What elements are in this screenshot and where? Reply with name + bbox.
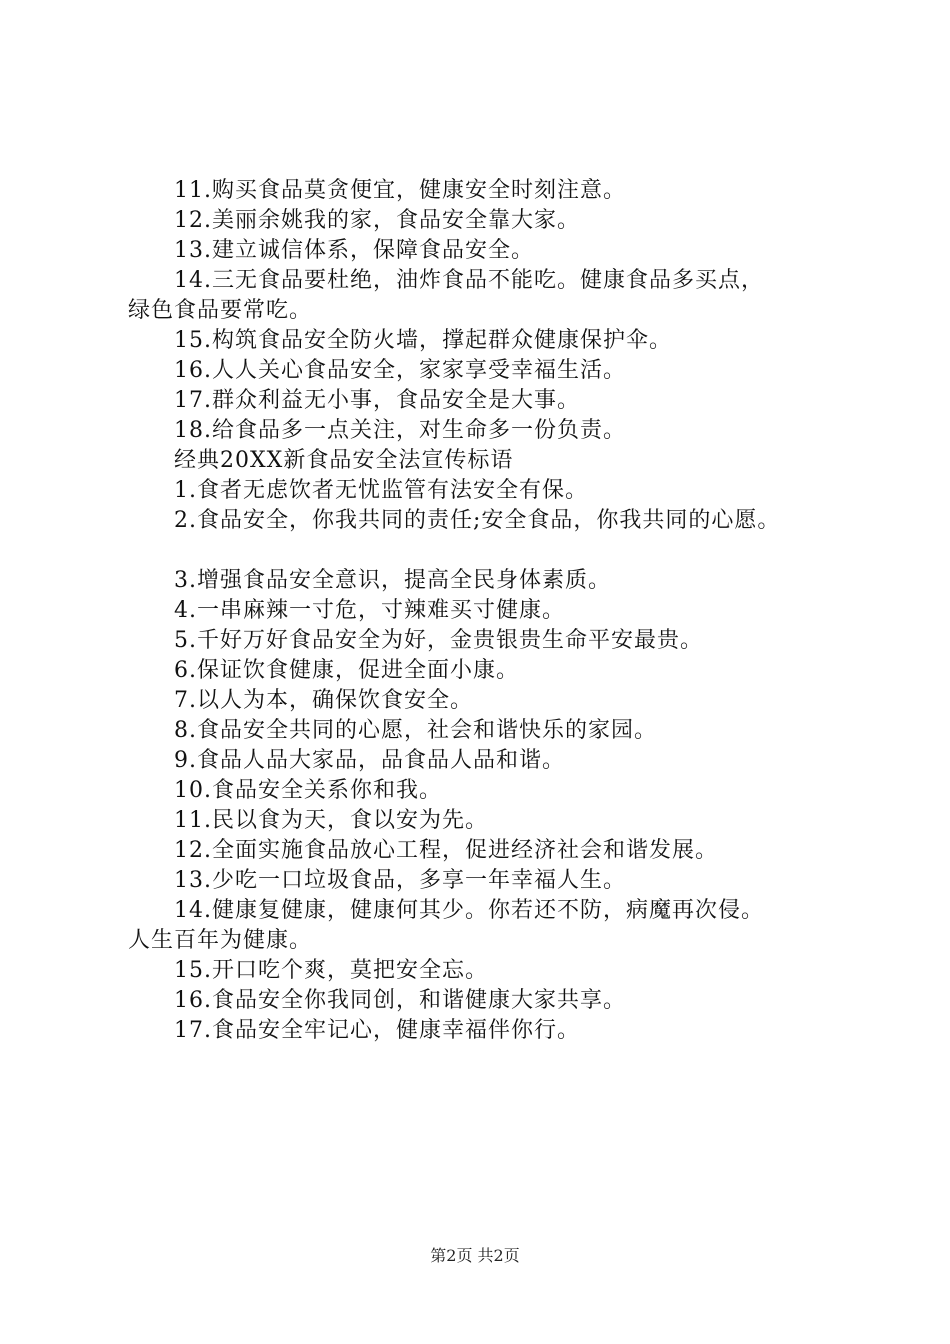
text-line: 10.食品安全关系你和我。 [174, 778, 442, 803]
text-line: 15.构筑食品安全防火墙，撑起群众健康保护伞。 [174, 328, 672, 353]
text-line: 绿色食品要常吃。 [128, 298, 313, 323]
text-line: 7.以人为本，确保饮食安全。 [174, 688, 473, 713]
text-line: 2.食品安全，你我共同的责任;安全食品，你我共同的心愿。 [174, 508, 781, 533]
text-line: 9.食品人品大家品，品食品人品和谐。 [174, 748, 565, 773]
slogan-list [128, 176, 848, 1046]
text-line: 17.食品安全牢记心，健康幸福伴你行。 [174, 1018, 580, 1043]
text-line: 3.增强食品安全意识，提高全民身体素质。 [174, 568, 611, 593]
text-line: 8.食品安全共同的心愿，社会和谐快乐的家园。 [174, 718, 657, 743]
text-line: 13.建立诚信体系，保障食品安全。 [174, 238, 534, 263]
page-footer: 第2页 共2页 [430, 1246, 520, 1265]
text-line: 人生百年为健康。 [128, 928, 313, 953]
text-line: 4.一串麻辣一寸危，寸辣难买寸健康。 [174, 598, 565, 623]
text-line: 14.三无食品要杜绝，油炸食品不能吃。健康食品多买点， [174, 268, 764, 293]
text-line: 13.少吃一口垃圾食品，多享一年幸福人生。 [174, 868, 626, 893]
text-line: 12.全面实施食品放心工程，促进经济社会和谐发展。 [174, 838, 718, 863]
text-line: 14.健康复健康，健康何其少。你若还不防，病魔再次侵。 [174, 898, 764, 923]
text-line: 16.人人关心食品安全，家家享受幸福生活。 [174, 358, 626, 383]
text-line: 6.保证饮食健康，促进全面小康。 [174, 658, 519, 683]
text-line: 11.购买食品莫贪便宜，健康安全时刻注意。 [174, 178, 626, 203]
text-line: 11.民以食为天，食以安为先。 [174, 808, 488, 833]
blank-line [128, 536, 848, 566]
text-line: 16.食品安全你我同创，和谐健康大家共享。 [174, 988, 626, 1013]
text-line: 17.群众利益无小事，食品安全是大事。 [174, 388, 580, 413]
text-line: 经典20XX新食品安全法宣传标语 [174, 448, 514, 473]
text-line: 1.食者无虑饮者无忧监管有法安全有保。 [174, 478, 588, 503]
text-line: 18.给食品多一点关注，对生命多一份负责。 [174, 418, 626, 443]
text-line: 5.千好万好食品安全为好，金贵银贵生命平安最贵。 [174, 628, 703, 653]
text-line: 15.开口吃个爽，莫把安全忘。 [174, 958, 488, 983]
text-line: 12.美丽余姚我的家，食品安全靠大家。 [174, 208, 580, 233]
